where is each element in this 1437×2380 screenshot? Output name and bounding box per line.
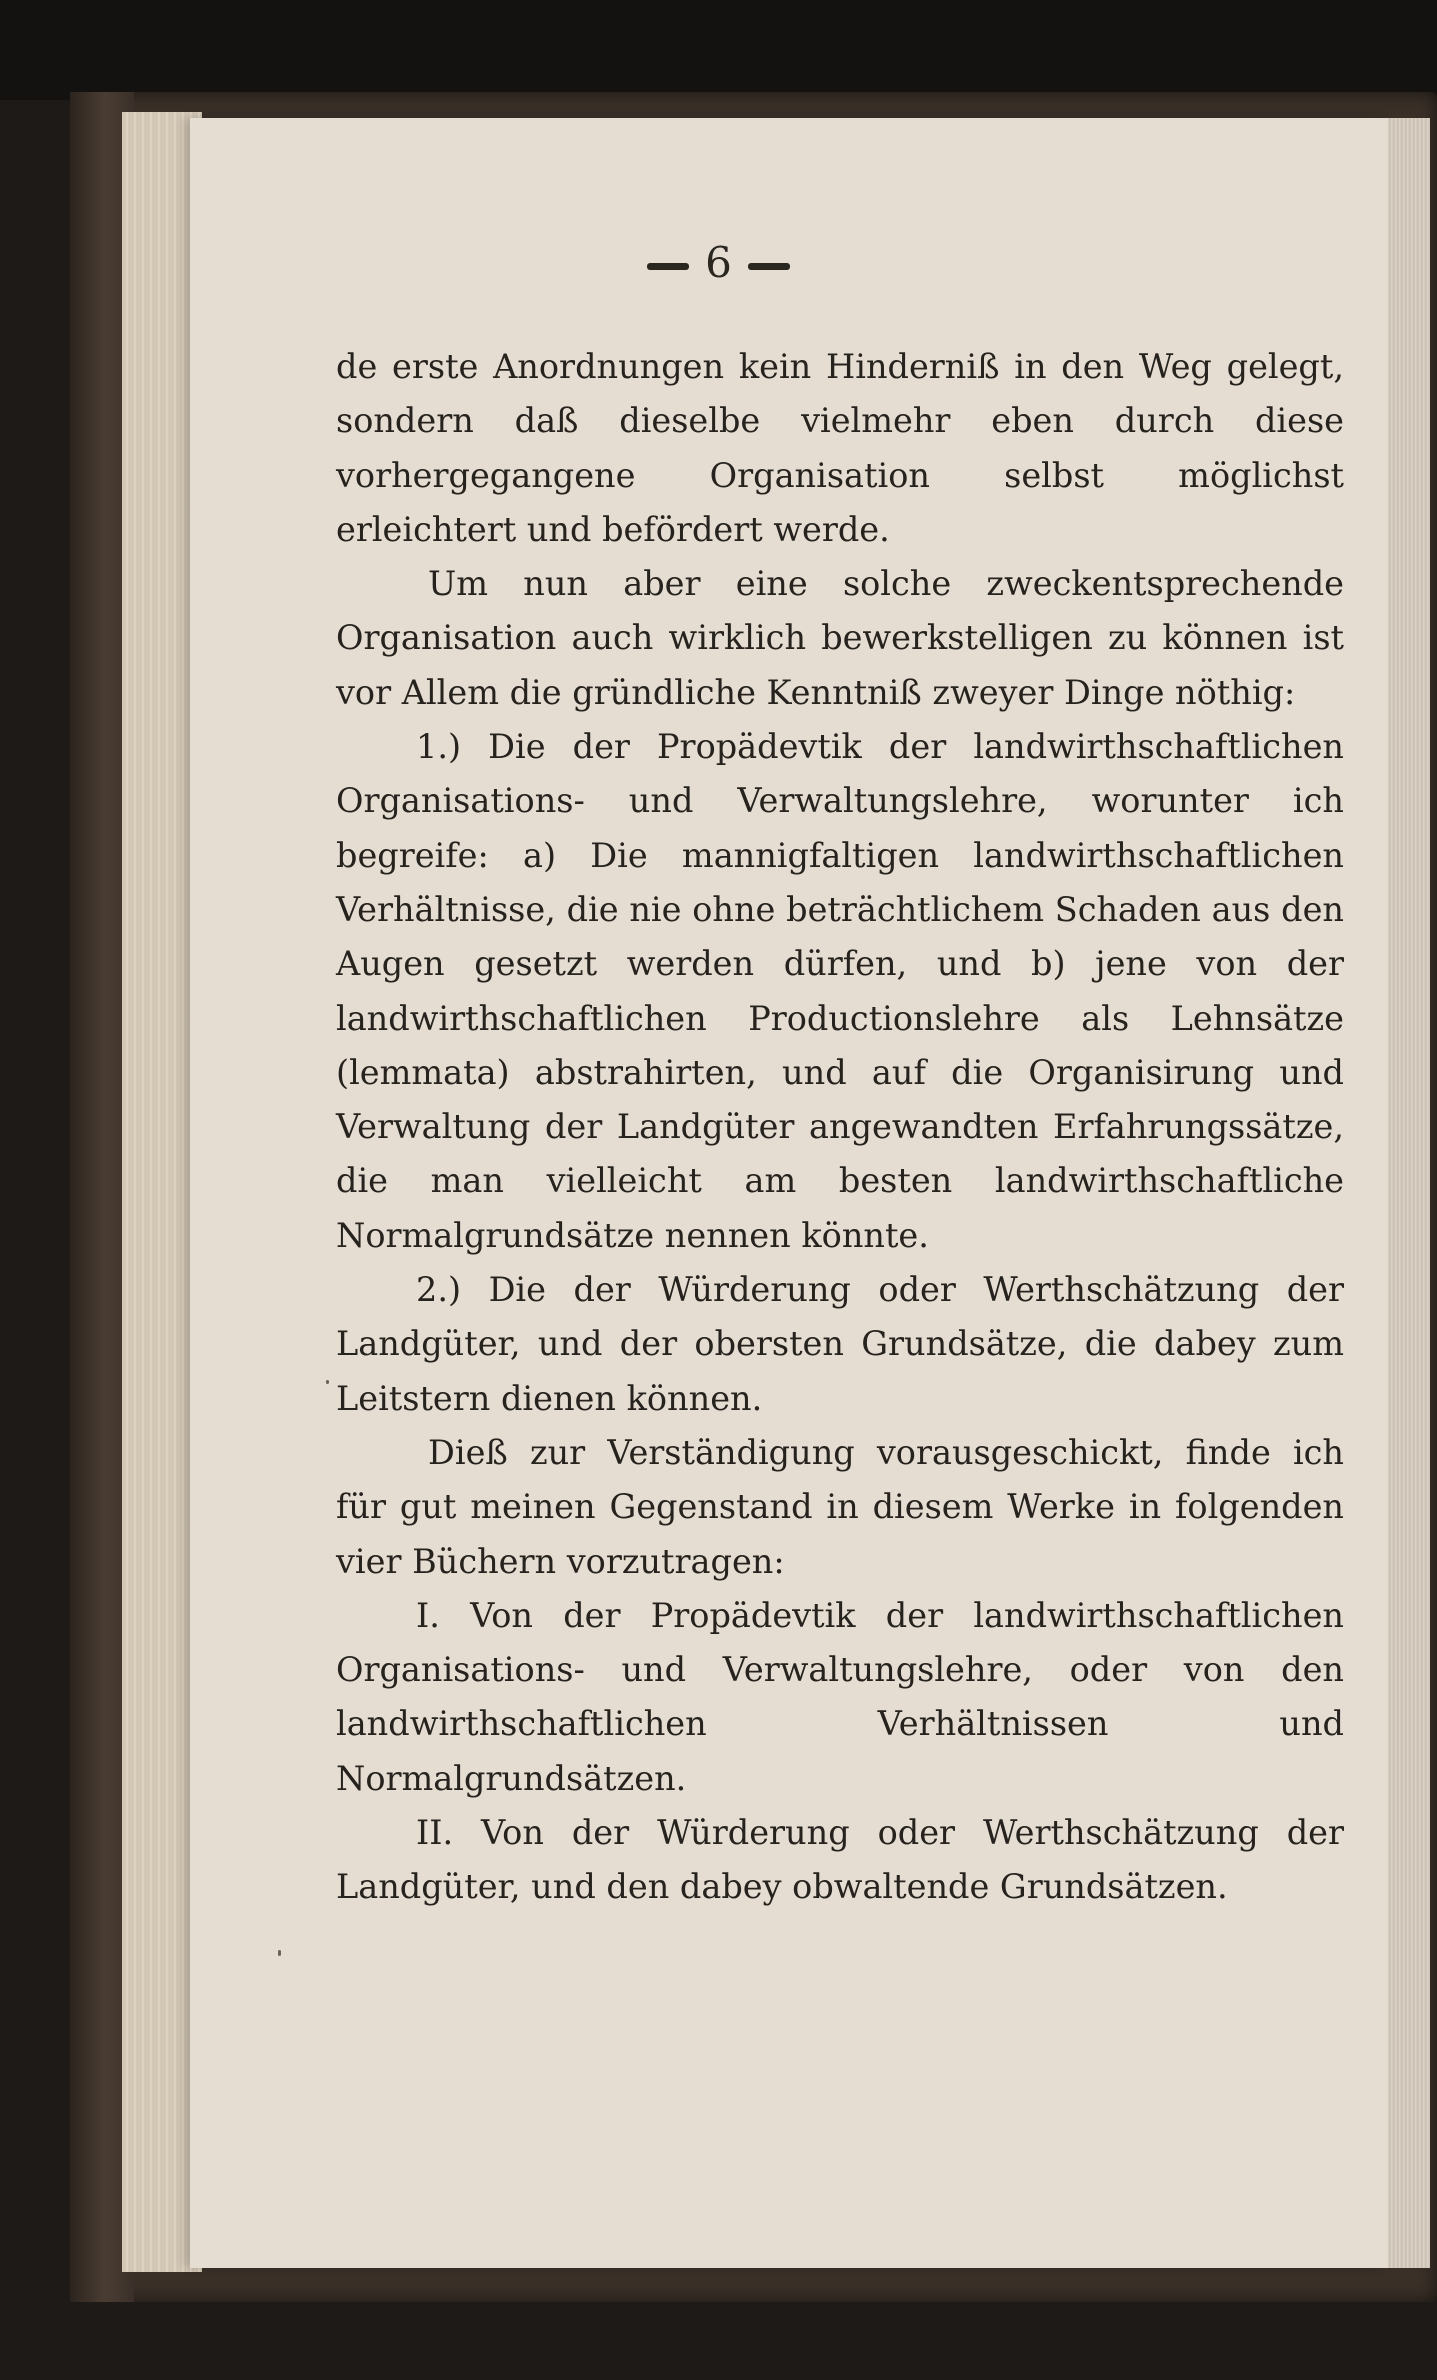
- book-item-II: II. Von der Würderung oder Werthschätzung der Landgüter, und den dabey obwaltende Grundsätzen.: [336, 1813, 1344, 1907]
- paragraph-plan: Dieß zur Verständigung vorausgeschickt, finde ich für gut meinen Gegenstand in diesem Werke in folgenden vier Büchern vorzutragen:: [336, 1432, 1344, 1581]
- background-top: [0, 0, 1437, 100]
- page-number-value: 6: [705, 238, 732, 287]
- paragraph-organisation: Um nun aber eine solche zweckentsprechende Organisation auch wirklich bewerkstelligen zu können ist vor Allem die gründliche Kenntniß zweyer Dinge nöthig:: [336, 564, 1344, 712]
- paper-speck: [326, 1380, 329, 1384]
- page-number: [0, 238, 1437, 287]
- dash-left: [647, 263, 689, 270]
- page-stack-right: [1388, 118, 1430, 2268]
- page-text: [336, 340, 1344, 1915]
- paragraph-continuation: de erste Anordnungen kein Hinderniß in den Weg gelegt, sondern daß dieselbe vielmehr eben durch diese vorhergegangene Organisation selbst möglichst erleichtert und befördert werde.: [336, 347, 1344, 549]
- dash-right: [748, 263, 790, 270]
- list-item-1: 1.) Die der Propädevtik der landwirthschaftlichen Organisations- und Verwaltungslehre, worunter ich begreife: a) Die mannigfaltigen landwirthschaftlichen Verhältnisse, die nie ohne beträchtlichem Schaden aus den Augen gesetzt werden dürfen, und b) jene von der landwirthschaftlichen Productionslehre als Lehnsätze (lemmata) abstrahirten, und auf die Organisirung und Verwaltung der Landgüter angewandten Erfahrungssätze, die man vielleicht am besten landwirthschaftliche Normalgrundsätze nennen könnte.: [336, 727, 1344, 1255]
- book-item-I: I. Von der Propädevtik der landwirthschaftlichen Organisations- und Verwaltungslehre, oder von den landwirthschaftlichen Verhältnissen und Normalgrundsätzen.: [336, 1595, 1344, 1798]
- list-item-2: 2.) Die der Würderung oder Werthschätzung der Landgüter, und der obersten Grundsätze, die dabey zum Leitstern dienen können.: [336, 1270, 1344, 1418]
- paper-speck: [278, 1950, 281, 1956]
